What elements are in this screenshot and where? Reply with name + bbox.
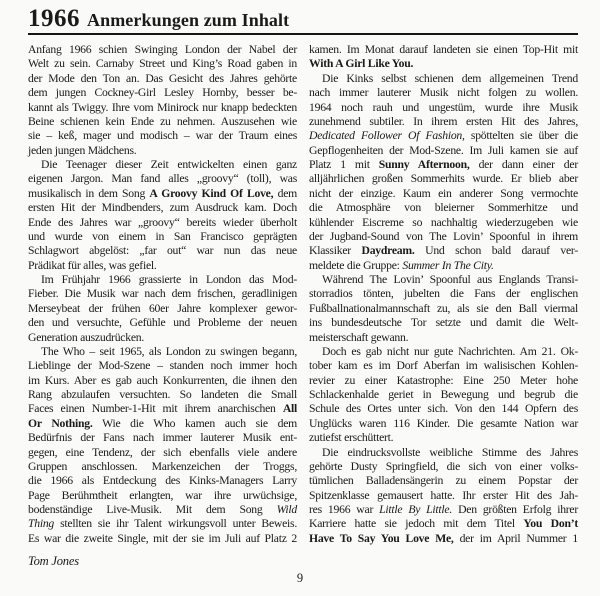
text-segment: Die Kinks selbst schienen dem allgemeinen Trend [322, 71, 578, 85]
text-line [309, 474, 578, 488]
text-segment: der dann einer der [469, 158, 578, 171]
text-line [28, 244, 297, 258]
text-segment: ersten Hit der Mindbenders, zum Ausdruck kam. Doch [28, 201, 297, 215]
text-segment: res 1966 war [309, 503, 380, 516]
text-segment: Have To Say You Love Me, [309, 531, 454, 545]
text-line [28, 316, 297, 330]
text-segment: 1964 noch rauh und ungestüm, wurde ihre Musik [309, 100, 578, 114]
text-segment: Welt zu sein. Carnaby Street und King’s Road gaben in [28, 57, 297, 71]
text-line [309, 316, 578, 330]
text-line [28, 517, 297, 531]
text-line [28, 187, 297, 201]
text-line [309, 172, 578, 186]
text-line [28, 259, 297, 273]
text-segment: A Groovy Kind Of Love, [149, 186, 274, 200]
text-line [309, 187, 578, 201]
text-column-left [28, 43, 297, 546]
text-segment: storradios tönten, jubelten die Fans der englischen [309, 287, 578, 301]
text-segment: Spitzenklasse gemausert hatte. Ihr erster Hit des Jah- [309, 488, 578, 502]
text-segment: nach immer lauterer Musik nicht folgen zu wollen. [309, 86, 578, 100]
text-line [28, 273, 297, 287]
chapter-title: Anmerkungen zum Inhalt [87, 10, 290, 30]
text-segment: tümlichen Balladensängerin zu einem Popstar der [309, 474, 578, 488]
text-segment: meisterschaft gewann. [309, 330, 409, 344]
text-segment: kühlender Eiscreme so nachhaltig wiederzugeben wie [309, 215, 578, 229]
text-line [309, 331, 578, 345]
text-segment: Prädikat für alles, was gefiel. [28, 258, 157, 272]
text-segment: tober kam es im Dorf Aberfan im walisischen Kohlen- [309, 359, 578, 373]
text-line [28, 359, 297, 373]
text-segment: jeden jungen Mädchens. [28, 143, 137, 157]
text-line [28, 101, 297, 115]
text-segment: Beine schienen kein Ende zu nehmen. Auszusehen wie [28, 114, 297, 128]
text-line [28, 345, 297, 359]
text-line [309, 359, 578, 373]
text-line [28, 43, 297, 57]
text-segment: Bedürfnis der Fans nach immer lauterer Musik ent- [28, 431, 297, 445]
text-line [309, 72, 578, 86]
text-line [309, 417, 578, 431]
text-segment: stellten sie ihr Talent wirkungsvoll unter Beweis. [54, 517, 297, 531]
text-segment: Schlackenhalde geriet in Bewegung und begrub die [309, 388, 578, 401]
text-line [309, 503, 578, 517]
text-line [28, 129, 297, 143]
text-segment: All [282, 402, 297, 416]
text-line [309, 446, 578, 460]
text-segment: Wie die Who kamen auch sie dem [92, 416, 297, 430]
text-segment: bodenständige Live-Musik. Mit dem Song [28, 503, 277, 516]
text-line [28, 86, 297, 100]
page-header [28, 6, 578, 32]
text-segment: im Kurs. Aber es gab auch Konkurrenten, die ihnen den [28, 373, 297, 387]
text-segment: spöttelten sie über die [464, 129, 578, 143]
text-line [309, 345, 578, 359]
text-segment: Platz 1 mit [309, 158, 379, 171]
text-line [28, 302, 297, 316]
text-line [28, 287, 297, 301]
text-segment: Die eindrucksvollste weibliche Stimme des Jahres [322, 445, 578, 459]
text-segment: Dedicated Follower Of Fashion, [309, 129, 465, 143]
text-segment: Summer In The City. [402, 258, 494, 272]
text-segment: Den größten Erfolg ihrer [452, 503, 579, 516]
text-columns [28, 43, 578, 546]
header-rule [28, 33, 578, 35]
text-line [28, 172, 297, 186]
text-line [309, 230, 578, 244]
text-line [309, 517, 578, 531]
text-segment: Es war die zweite Single, mit der sie im Juli auf Platz 2 [28, 531, 297, 545]
text-line [28, 216, 297, 230]
text-line [309, 144, 578, 158]
text-line [309, 374, 578, 388]
text-segment: Rang abzulaufen versuchten. So landeten die Small [28, 388, 297, 401]
text-line [28, 374, 297, 388]
text-line [28, 57, 297, 71]
text-line [28, 115, 297, 129]
text-line [309, 259, 578, 273]
text-line [309, 273, 578, 287]
text-segment: sie – keß, mager und modisch – war der Traum eines [28, 129, 297, 143]
text-segment: Gruppen anschlossen. Markenzeichen der Troggs, [28, 459, 297, 473]
text-line [28, 431, 297, 445]
artist-credit: Tom Jones [28, 554, 79, 568]
text-segment: Im Frühjahr 1966 grassierte in London das Mod- [41, 273, 297, 286]
text-segment: Während The Lovin’ Spoonful aus Englands Transi- [322, 273, 578, 286]
text-segment: musikalisch in dem Song [28, 186, 150, 200]
text-line [309, 402, 578, 416]
text-line [28, 158, 297, 172]
text-line [309, 43, 578, 57]
text-segment: Unglücks waren 116 Kinder. Die gesamte Nation war [309, 416, 578, 430]
text-line [309, 489, 578, 503]
text-segment: Wild [276, 503, 297, 516]
text-line [309, 532, 578, 546]
text-line [28, 230, 297, 244]
text-segment: den und versuchte, Gefühle und Probleme der neuen [28, 316, 297, 330]
text-segment: alljährlichen großen Sommerhits wurde. Er blieb aber [309, 172, 578, 186]
text-line [309, 86, 578, 100]
text-line [28, 72, 297, 86]
text-line [309, 158, 578, 172]
text-segment: Merseybeat der frühen 60er Jahre komplexer gewor- [28, 301, 297, 315]
text-segment: eigenen Jargon. Man fand alles „groovy“ (toll), was [28, 172, 297, 186]
text-line [28, 417, 297, 431]
text-segment: Gepflogenheiten der Mod-Szene. Im Juli kamen sie auf [309, 143, 578, 157]
text-segment: gegen, eine Tendenz, der sich ebenfalls viele andere [28, 445, 297, 459]
text-line [309, 115, 578, 129]
text-segment: der im April Nummer 1 [453, 531, 578, 545]
text-line [28, 503, 297, 517]
text-segment: Ende des Jahres war „groovy“ bereits wieder überholt [28, 215, 297, 229]
text-segment: With A Girl Like You. [309, 57, 414, 71]
chapter-year: 1966 [28, 5, 80, 32]
text-segment: Fußballnationalmannschaft zu, als sie den Ball viermal [309, 301, 578, 315]
text-segment: Lieblinge der Mod-Szene – standen noch immer hoch [28, 359, 297, 373]
text-segment: Or Nothing. [28, 416, 93, 430]
text-segment: Thing [28, 517, 55, 531]
page-number: 9 [296, 571, 304, 585]
text-segment: revier zu einer Katastrophe: Eine 250 Meter hohe [309, 373, 578, 387]
text-line [309, 57, 578, 71]
text-segment: Fieber. Die Musik war nach dem frischen, geradlinigen [28, 287, 297, 301]
text-line [309, 129, 578, 143]
text-line [309, 287, 578, 301]
text-segment: ins bundesdeutsche Tor setzte und damit die Welt- [309, 316, 578, 330]
text-line [28, 144, 297, 158]
text-segment: Schlagwort abgelöst: „far out“ war nun das neue [28, 244, 297, 258]
text-segment: kamen. Im Monat darauf landeten sie einen Top-Hit mit [309, 43, 578, 56]
text-segment: die Atmosphäre von bleierner Sommerhitze und [309, 201, 578, 215]
text-line [309, 244, 578, 258]
text-line [28, 388, 297, 402]
text-line [28, 331, 297, 345]
text-segment: und wurde von einem in San Francisco geprägten [28, 229, 297, 243]
text-line [309, 101, 578, 115]
text-segment: der Jugband-Sound von The Lovin’ Spoonful in ihrem [309, 229, 578, 243]
text-line [28, 460, 297, 474]
text-line [28, 532, 297, 546]
text-line [309, 201, 578, 215]
text-segment: nicht der einzige. Kaum ein anderer Song vermochte [309, 186, 578, 200]
text-segment: dem [273, 186, 297, 200]
text-segment: Schule des Ortes unter sich. Von den 144 Opfern des [309, 402, 578, 416]
text-segment: der Mode den Ton an. Das Gesicht des Jahres gehörte [28, 71, 297, 85]
text-segment: zutiefst erschüttert. [309, 431, 394, 445]
text-segment: The Who – seit 1965, als London zu swingen begann, [41, 344, 297, 358]
text-segment: Little By Little. [379, 503, 453, 516]
text-segment: Daydream. [361, 244, 415, 258]
text-segment: die 1966 als Entdeckung des Kinks-Managers Larry [28, 474, 297, 488]
text-segment: Faces einen Number-1-Hit mit ihrem anarchischen [28, 402, 283, 416]
text-segment: kannt als Twiggy. Ihre vom Minirock nur knapp bedeckten [28, 100, 297, 114]
text-segment: zunehmend subtiler. In ihrem ersten Hit des Jahres, [309, 114, 578, 128]
text-line [28, 474, 297, 488]
text-segment: Sunny Afternoon, [378, 158, 470, 171]
text-segment: You Don’t [523, 517, 578, 531]
text-segment: Doch es gab nicht nur gute Nachrichten. Am 21. Ok- [322, 344, 578, 358]
text-column-right [309, 43, 578, 546]
text-line [309, 302, 578, 316]
text-segment: Die Teenager dieser Zeit entwickelten einen ganz [41, 158, 297, 171]
text-segment: meldete die Gruppe: [309, 258, 403, 272]
text-line [309, 431, 578, 445]
text-line [309, 216, 578, 230]
text-line [28, 402, 297, 416]
text-segment: Anfang 1966 schien Swinging London der Nabel der [28, 43, 297, 56]
text-segment: Klassiker [309, 244, 362, 258]
text-segment: Generation auszudrücken. [28, 330, 145, 344]
text-segment: gehörte Dusty Springfield, die sich von einer volks- [309, 459, 578, 473]
text-segment: Karriere hatte sie jedoch mit dem Titel [309, 517, 524, 531]
text-line [309, 460, 578, 474]
text-line [28, 489, 297, 503]
text-segment: Und schon bald darauf ver- [414, 244, 578, 258]
text-segment: dem jungen Cockney-Girl Lesley Hornby, besser be- [28, 86, 297, 100]
text-segment: Page Berühmtheit erlangten, war ihre urwüchsige, [28, 488, 297, 502]
text-line [28, 446, 297, 460]
text-line [309, 388, 578, 402]
text-line [28, 201, 297, 215]
